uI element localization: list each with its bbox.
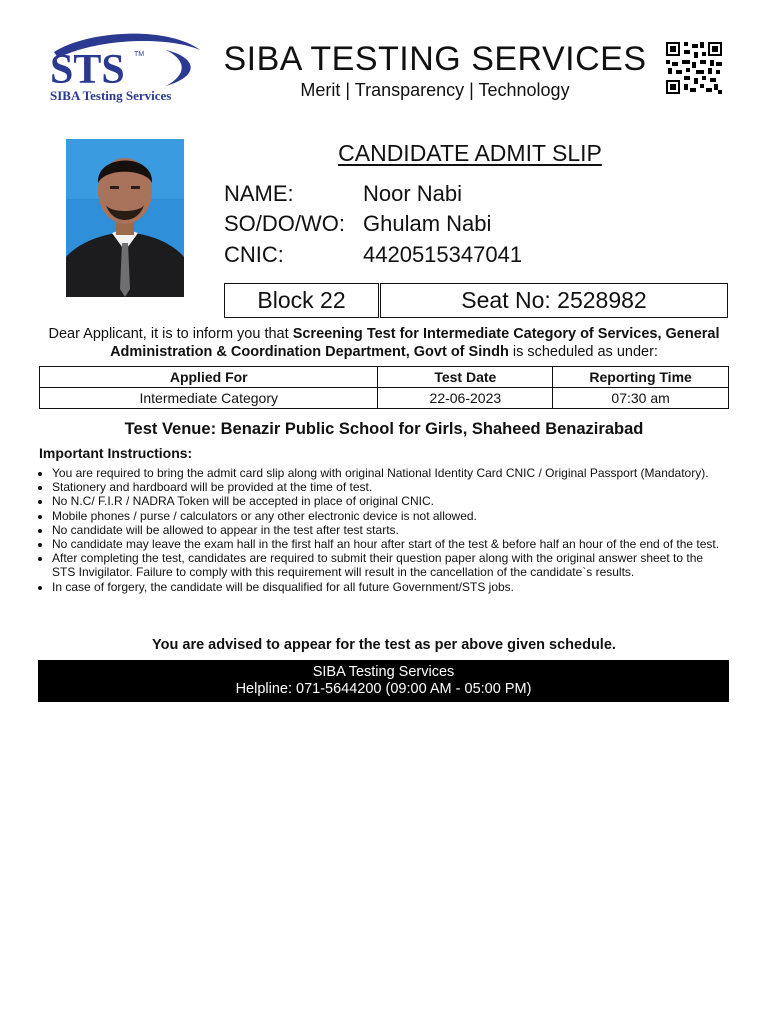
logo-trademark: TM — [134, 51, 145, 58]
test-date-value: 22-06-2023 — [378, 388, 553, 409]
guardian-value: Ghulam Nabi — [363, 211, 492, 236]
cnic-label: CNIC: — [224, 242, 284, 267]
slip-title: CANDIDATE ADMIT SLIP — [338, 140, 602, 166]
header-reporting-time: Reporting Time — [553, 367, 729, 388]
list-item: • You are required to bring the admit card slip along with original National Identity Card CNIC / Original Passport (Mandatory). — [52, 466, 729, 480]
qr-code-icon — [666, 42, 722, 94]
candidate-photo — [66, 139, 184, 297]
list-item: • No candidate may leave the exam hall in the first half an hour after start of the test & before half an hour of the end of the test. — [52, 537, 729, 551]
schedule-advice: You are advised to appear for the test as per above given schedule. — [152, 637, 616, 653]
intro-text-start: Dear Applicant, it is to inform you that — [48, 326, 293, 342]
schedule-header-row — [40, 367, 729, 388]
footer-banner — [38, 660, 729, 702]
sts-logo — [48, 28, 206, 104]
header-applied-for: Applied For — [40, 367, 378, 388]
organization-tagline: Merit | Transparency | Technology — [300, 80, 570, 100]
list-item: • No N.C/ F.I.R / NADRA Token will be accepted in place of original CNIC. — [52, 494, 729, 508]
guardian-label: SO/DO/WO: — [224, 211, 345, 236]
table-row — [40, 388, 729, 409]
instructions-list — [39, 466, 729, 594]
schedule-table — [39, 366, 729, 409]
intro-paragraph — [36, 325, 732, 361]
instructions-heading: Important Instructions: — [39, 445, 193, 461]
list-item: • Stationery and hardboard will be provided at the time of test. — [52, 480, 729, 494]
seat-number: Seat No: 2528982 — [380, 283, 728, 318]
list-item: • Mobile phones / purse / calculators or any other electronic device is not allowed. — [52, 509, 729, 523]
list-item: • No candidate will be allowed to appear in the test after test starts. — [52, 523, 729, 537]
test-venue: Test Venue: Benazir Public School for Girls, Shaheed Benazirabad — [124, 420, 644, 438]
organization-title: SIBA TESTING SERVICES — [223, 40, 647, 78]
list-item: • After completing the test, candidates are required to submit their question paper along with the original answer sheet to the STS Invigilator. Failure to comply with this requirement will result in the cancellation of the candidate`s results. — [52, 551, 729, 579]
footer-helpline: Helpline: 071-5644200 (09:00 AM - 05:00 PM) — [235, 681, 532, 697]
logo-subtitle: SIBA Testing Services — [50, 88, 172, 103]
intro-test-name: Screening Test for Intermediate Category of Services, General Administration & Coordination Department, Govt of Sindh — [110, 326, 720, 360]
cnic-value: 4420515347041 — [363, 242, 523, 267]
reporting-time-value: 07:30 am — [553, 388, 729, 409]
block-number: Block 22 — [224, 283, 379, 318]
intro-text-end: is scheduled as under: — [508, 344, 658, 360]
applied-for-value: Intermediate Category — [40, 388, 378, 409]
header-test-date: Test Date — [378, 367, 553, 388]
footer-organization: SIBA Testing Services — [312, 664, 455, 680]
name-value: Noor Nabi — [363, 181, 463, 206]
logo-text: STS — [50, 47, 125, 93]
list-item: • In case of forgery, the candidate will be disqualified for all future Government/STS jobs. — [52, 580, 729, 594]
name-label: NAME: — [224, 181, 294, 206]
